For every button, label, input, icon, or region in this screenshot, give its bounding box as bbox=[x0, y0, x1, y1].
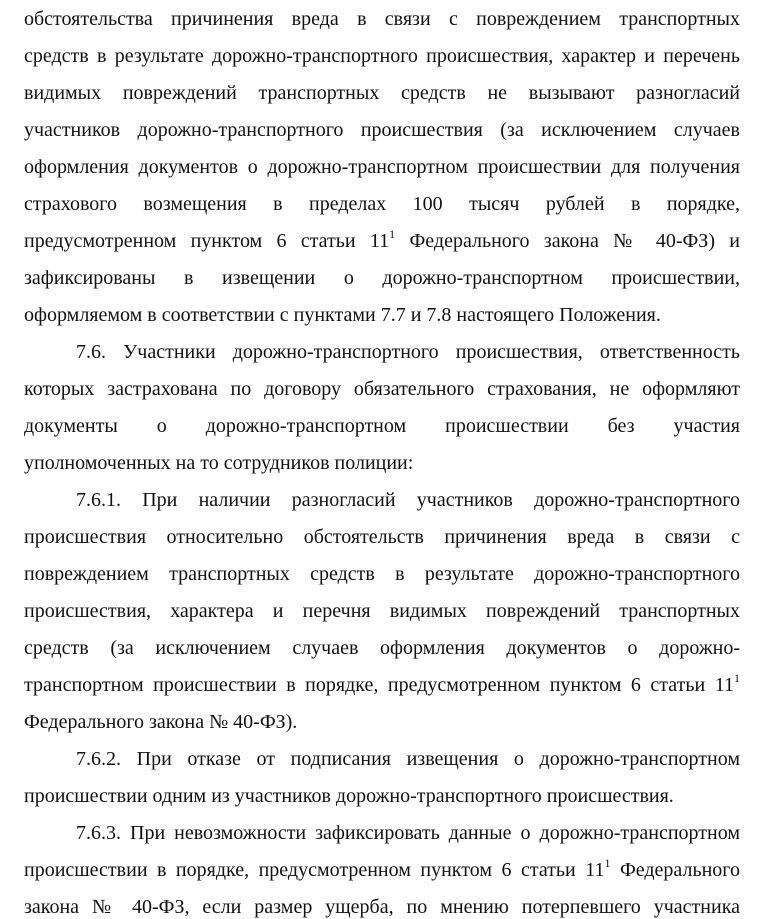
paragraph-heading-7-6-3: 7.6.3. При невозможности зафиксировать данные о дорожно-транспортном bbox=[76, 822, 740, 844]
text-line: участников дорожно-транспортного происшествия (за исключением случаев bbox=[24, 119, 740, 141]
text-line: оформления документов о дорожно-транспортном происшествии для получения bbox=[24, 156, 740, 178]
paragraph-heading-7-6-2: 7.6.2. При отказе от подписания извещения о дорожно-транспортном bbox=[76, 748, 740, 770]
superscript: 1 bbox=[604, 856, 611, 870]
text-line: происшествии одним из участников дорожно-транспортного происшествия. bbox=[24, 785, 674, 807]
text-line: средств (за исключением случаев оформления документов о дорожно- bbox=[24, 637, 740, 659]
text-fragment: Федерального закона № 40-ФЗ) и bbox=[395, 230, 740, 252]
text-line bbox=[24, 857, 740, 894]
text-line: зафиксированы в извещении о дорожно-транспортном происшествии, bbox=[24, 267, 740, 289]
text-line: происшествия, характера и перечня видимых повреждений транспортных bbox=[24, 600, 740, 622]
superscript: 1 bbox=[389, 227, 396, 241]
text-line: уполномоченных на то сотрудников полиции: bbox=[24, 452, 414, 474]
superscript: 1 bbox=[734, 671, 740, 685]
paragraph-heading-7-6: 7.6. Участники дорожно-транспортного происшествия, ответственность bbox=[76, 341, 740, 363]
paragraph-heading-7-6-1: 7.6.1. При наличии разногласий участников дорожно-транспортного bbox=[76, 489, 740, 511]
text-fragment: Федерального bbox=[610, 859, 740, 881]
text-line bbox=[24, 228, 740, 265]
text-line: повреждением транспортных средств в результате дорожно-транспортного bbox=[24, 563, 740, 585]
text-line: документы о дорожно-транспортном происшествии без участия bbox=[24, 415, 740, 437]
text-line: закона № 40-ФЗ, если размер ущерба, по мнению потерпевшего участника bbox=[24, 896, 740, 918]
text-line: обстоятельства причинения вреда в связи с повреждением транспортных bbox=[24, 8, 740, 30]
text-line bbox=[24, 672, 740, 709]
text-line: которых застрахована по договору обязательного страхования, не оформляют bbox=[24, 378, 740, 400]
text-line: средств в результате дорожно-транспортного происшествия, характер и перечень bbox=[24, 45, 740, 67]
text-fragment: предусмотренном пунктом 6 статьи 11 bbox=[24, 230, 390, 252]
text-line: страхового возмещения в пределах 100 тысяч рублей в порядке, bbox=[24, 193, 740, 215]
text-fragment: происшествии в порядке, предусмотренном пунктом 6 статьи 11 bbox=[24, 859, 605, 881]
text-line: Федерального закона № 40-ФЗ). bbox=[24, 711, 298, 733]
text-fragment: транспортном происшествии в порядке, предусмотренном пунктом 6 статьи 11 bbox=[24, 674, 734, 696]
text-line: оформляемом в соответствии с пунктами 7.7 и 7.8 настоящего Положения. bbox=[24, 304, 661, 326]
text-line: происшествия относительно обстоятельств причинения вреда в связи с bbox=[24, 526, 740, 548]
text-line: видимых повреждений транспортных средств не вызывают разногласий bbox=[24, 82, 740, 104]
